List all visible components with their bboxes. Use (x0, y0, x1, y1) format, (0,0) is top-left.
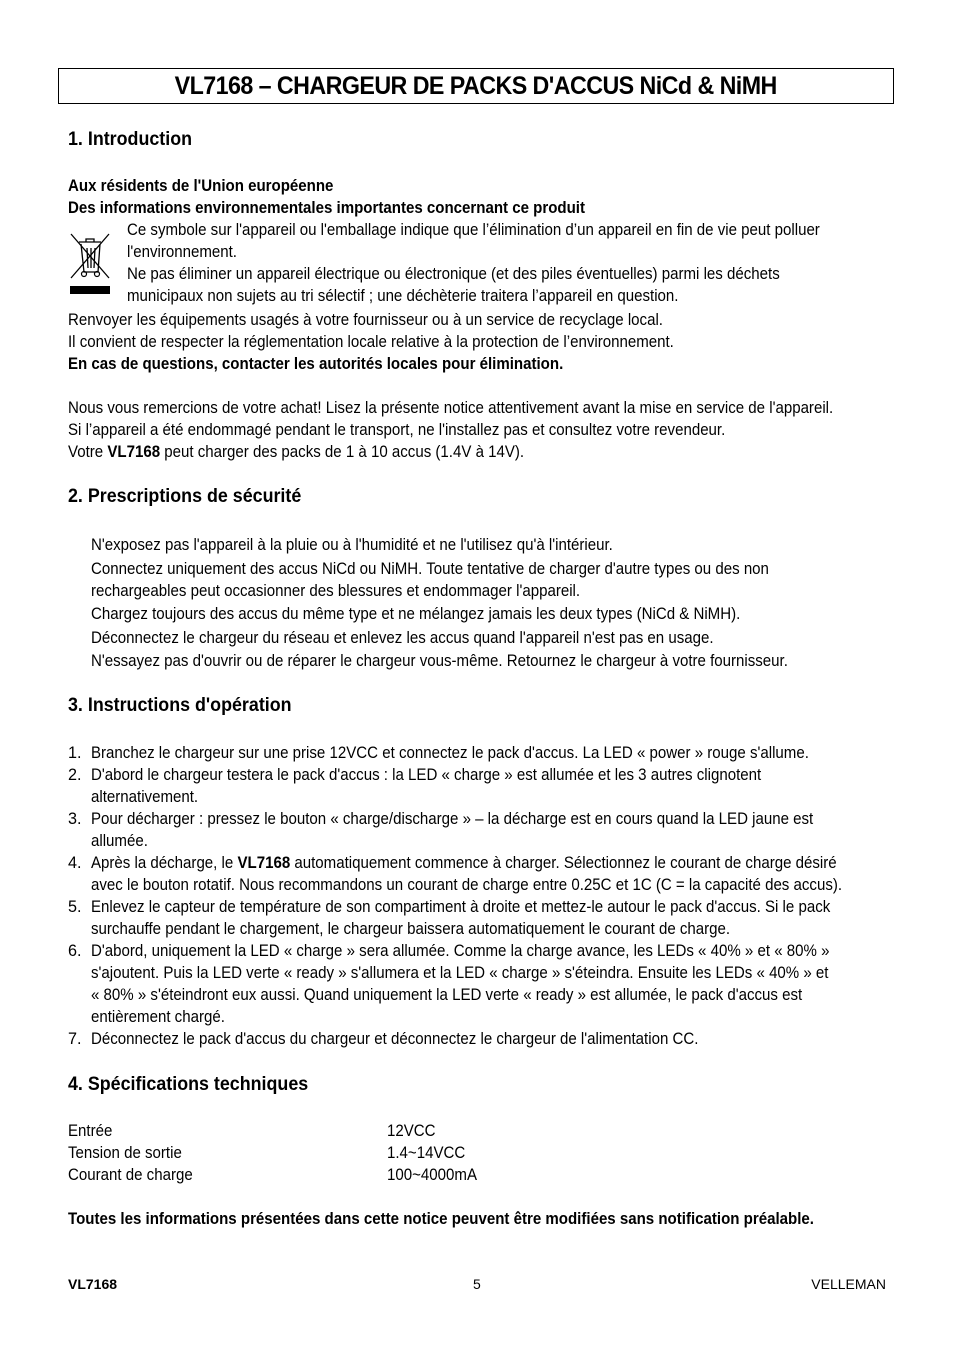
return-equipment-text: Renvoyer les équipements usagés à votre fournisseur ou à un service de recyclage local. (68, 311, 663, 329)
weee-text-line-4: municipaux non sujets au tri sélectif ; une déchèterie traitera l’appareil en question. (127, 287, 679, 305)
footer-model: VL7168 (68, 1276, 118, 1292)
list-item-1-line-1: Branchez le chargeur sur une prise 12VCC et connectez le pack d'accus. La LED « power » rouge s'allume. (91, 744, 809, 762)
list-item-6-line-4: entièrement chargé. (91, 1008, 225, 1026)
weee-text-line-1: Ce symbole sur l'appareil ou l'emballage indique que l’élimination d’un appareil en fin de vie peut polluer (127, 221, 820, 239)
list-item-4-pre: Après la décharge, le (91, 854, 238, 872)
list-item-number: 3. (68, 810, 82, 828)
list-item-3-line-2: allumée. (91, 832, 148, 850)
page-title: VL7168 – CHARGEUR DE PACKS D'ACCUS NiCd & NiMH (174, 71, 778, 100)
spec-value: 100~4000mA (387, 1166, 477, 1184)
list-item-2-line-2: alternativement. (91, 788, 199, 806)
thanks-text: Nous vous remercions de votre achat! Lisez la présente notice attentivement avant la mise en service de l'appareil. (68, 399, 834, 417)
list-item-number: 1. (68, 744, 82, 762)
title-box (58, 68, 894, 104)
list-item-2-line-1: D'abord le chargeur testera le pack d'accus : la LED « charge » est allumée et les 3 autres clignotent (91, 766, 762, 784)
capacity-text (68, 441, 524, 463)
safety-line-3: rechargeables peut occasionner des blessures et endommager l'appareil. (91, 582, 581, 600)
section-heading-introduction: 1. Introduction (68, 129, 193, 150)
safety-line-6: N'essayez pas d'ouvrir ou de réparer le chargeur vous-même. Retournez le chargeur à votre fournisseur. (91, 652, 788, 670)
list-item-4-post: automatiquement commence à charger. Sélectionnez le courant de charge désiré (290, 854, 837, 872)
contact-authorities-text: En cas de questions, contacter les autorités locales pour élimination. (68, 355, 564, 373)
list-item-number: 4. (68, 854, 82, 872)
modification-notice: Toutes les informations présentées dans cette notice peuvent être modifiées sans notification préalable. (68, 1210, 814, 1228)
local-regulation-text: Il convient de respecter la réglementation locale relative à la protection de l’environnement. (68, 333, 674, 351)
damage-text: Si l’appareil a été endommagé pendant le transport, ne l'installez pas et consultez votre revendeur. (68, 421, 726, 439)
list-item-4-line-2: avec le bouton rotatif. Nous recommandons un courant de charge entre 0.25C et 1C (C = la capacité des accus). (91, 876, 843, 894)
list-item-3-line-1: Pour décharger : pressez le bouton « charge/discharge » – la décharge est en cours quand la LED jaune est (91, 810, 814, 828)
list-item-number: 2. (68, 766, 82, 784)
list-item-6-line-3: « 80% » s'éteindront eux aussi. Quand uniquement la LED verte « ready » est allumée, le pack d'accus est (91, 986, 803, 1004)
footer-page-number: 5 (473, 1276, 481, 1292)
weee-text-line-2: l'environnement. (127, 243, 238, 261)
capacity-model: VL7168 (107, 443, 161, 461)
list-item-number: 6. (68, 942, 82, 960)
list-item-5-line-1: Enlevez le capteur de température de son compartiment à droite et mettez-le autour le pack d'accus. Si le pack (91, 898, 831, 916)
capacity-text-post: peut charger des packs de 1 à 10 accus (1.4V à 14V). (160, 443, 525, 461)
section-heading-specifications: 4. Spécifications techniques (68, 1074, 309, 1095)
capacity-text-pre: Votre (68, 443, 108, 461)
safety-line-5: Déconnectez le chargeur du réseau et enlevez les accus quand l'appareil n'est pas en usage. (91, 629, 714, 647)
list-item-4-model: VL7168 (237, 854, 291, 872)
eu-environment-subtitle: Des informations environnementales importantes concernant ce produit (68, 199, 585, 217)
spec-value: 1.4~14VCC (387, 1144, 466, 1162)
section-heading-operation: 3. Instructions d'opération (68, 695, 292, 716)
spec-label: Entrée (68, 1122, 113, 1140)
list-item-6-line-1: D'abord, uniquement la LED « charge » sera allumée. Comme la charge avance, les LEDs « 40% » et « 80% » (91, 942, 830, 960)
list-item-5-line-2: surchauffe pendant le chargement, le chargeur baissera automatiquement le courant de charge. (91, 920, 731, 938)
weee-bin-icon (68, 228, 112, 298)
list-item-number: 5. (68, 898, 82, 916)
safety-line-4: Chargez toujours des accus du même type et ne mélangez jamais les deux types (NiCd & NiMH). (91, 605, 741, 623)
section-heading-safety: 2. Prescriptions de sécurité (68, 486, 302, 507)
safety-line-1: N'exposez pas l'appareil à la pluie ou à l'humidité et ne l'utilisez qu'à l'intérieur. (91, 536, 613, 554)
list-item-6-line-2: s'ajoutent. Puis la LED verte « ready » s'allumera et la LED « charge » s'éteindra. Ensuite les LEDs « 40% » et (91, 964, 829, 982)
footer-brand: VELLEMAN (811, 1276, 886, 1292)
weee-text-line-3: Ne pas éliminer un appareil électrique ou électronique (et des piles éventuelles) parmi les déchets (127, 265, 780, 283)
list-item-7-line-1: Déconnectez le pack d'accus du chargeur et déconnectez le chargeur de l'alimentation CC. (91, 1030, 699, 1048)
spec-label: Tension de sortie (68, 1144, 182, 1162)
list-item-number: 7. (68, 1030, 82, 1048)
list-item-4-line-1 (91, 852, 837, 874)
safety-line-2: Connectez uniquement des accus NiCd ou NiMH. Toute tentative de charger d'autre types ou des non (91, 560, 769, 578)
spec-value: 12VCC (387, 1122, 436, 1140)
spec-label: Courant de charge (68, 1166, 193, 1184)
eu-residents-title: Aux résidents de l'Union européenne (68, 177, 334, 195)
